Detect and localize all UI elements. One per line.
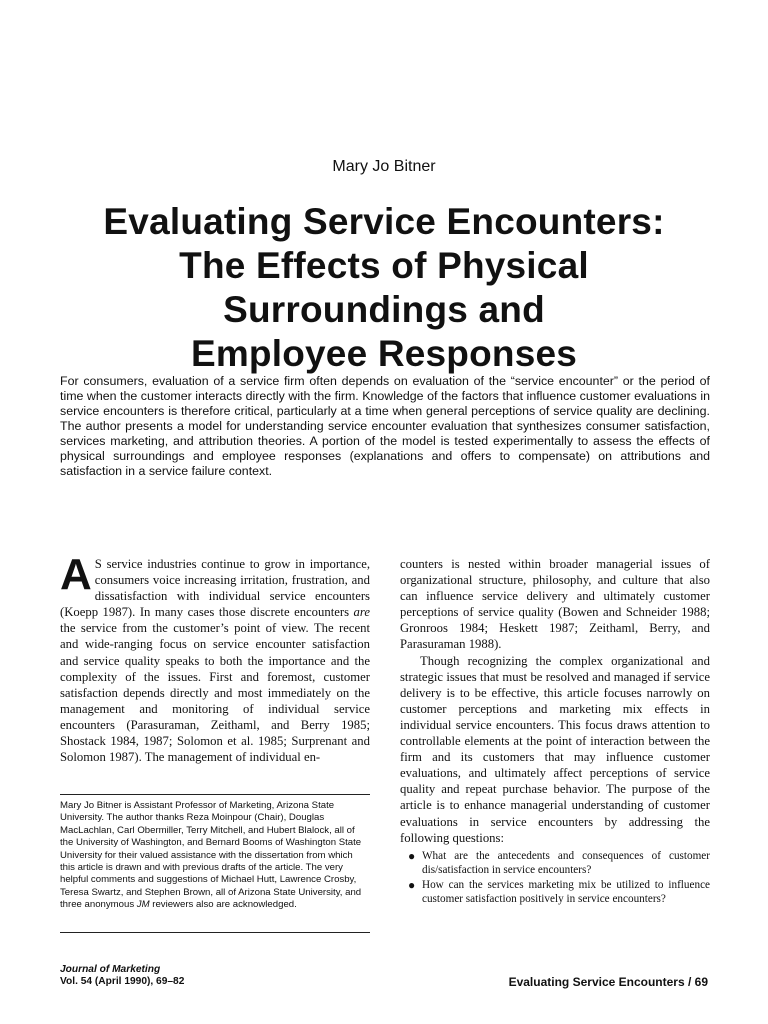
body-paragraph xyxy=(60,550,370,765)
footnote-text: reviewers also are acknowledged. xyxy=(149,899,297,911)
question-list xyxy=(400,849,710,906)
journal-volume: Vol. 54 (April 1990), 69–82 xyxy=(60,976,185,987)
journal-citation xyxy=(60,964,184,988)
author-footnote xyxy=(60,800,370,912)
emphasis-text: are xyxy=(353,605,370,620)
footnote-divider xyxy=(60,794,370,795)
journal-name: Journal of Marketing xyxy=(60,964,161,975)
body-paragraph: Though recognizing the complex organizational and strategic issues that must be resolved and managed if service delivery is to be effective, this article focuses narrowly on customer perceptions and marketing mix effects in individual service encounters. This focus draws attention to controllable elements at the point of interaction between the firm and its customers that may influence customer evaluations, and ultimately affect perceptions of service quality and repeat purchase behavior. The purpose of the article is to enhance managerial understanding of customer evaluations in service encounters by addressing the following questions: xyxy=(400,653,710,845)
paragraph-text: the service from the customer’s point of view. The recent and wide-ranging focus on service encounter satisfaction and service quality speaks to both the importance and the complexity of the issues. First and foremost, customer satisfaction depends directly and most immediately on the management and monitoring of individual service encounters (Parasuraman, Zeithaml, and Berry 1985; Shostack 1984, 1987; Solomon et al. 1985; Surprenant and Solomon 1987). The management of individual en- xyxy=(60,621,370,765)
drop-cap: A xyxy=(60,550,92,599)
article-title xyxy=(40,200,728,376)
footnote-bottom-divider xyxy=(60,932,370,933)
title-line: Evaluating Service Encounters: xyxy=(103,201,665,242)
footnote-emphasis: JM xyxy=(136,899,150,911)
body-column-right xyxy=(400,556,710,907)
title-line: Surroundings and xyxy=(223,289,545,330)
author-name: Mary Jo Bitner xyxy=(332,158,436,175)
paragraph-text: S service industries continue to grow in importance, consumers voice increasing irritation, frustration, and dissatisfaction with individual service encounters (Koepp 1987). In many cases those discrete encounters xyxy=(60,557,370,620)
body-column-left xyxy=(60,550,370,765)
bullet-icon: ● xyxy=(408,848,416,863)
running-footer: Evaluating Service Encounters / 69 xyxy=(508,975,708,989)
list-item-text: What are the antecedents and consequences of customer dis/satisfaction in service encounters? xyxy=(422,849,710,876)
list-item xyxy=(408,848,710,877)
body-paragraph: counters is nested within broader managerial issues of organizational structure, philosophy, and culture that also can influence service delivery and ultimately customer perceptions of service quality (Bowen and Schneider 1988; Gronroos 1984; Heskett 1987; Zeithaml, Berry, and Parasuraman 1988). xyxy=(400,557,710,652)
bullet-icon: ● xyxy=(408,877,416,892)
footnote-text: Mary Jo Bitner is Assistant Professor of Marketing, Arizona State University. The author thanks Reza Moinpour (Chair), Douglas MacLachlan, Carl Obermiller, Terry Mitchell, and Hubert Blalock, all of the University of Washington, and Bernard Booms of Washington State University for their valued assistance with the dissertation from which this article is drawn and with previous drafts of the article. The very helpful comments and suggestions of Michael Hutt, Lawrence Crosby, Teresa Swartz, and Stephen Brown, all of Arizona State University, and three anonymous xyxy=(60,800,362,911)
title-line: Employee Responses xyxy=(190,333,578,374)
title-line: The Effects of Physical xyxy=(179,245,589,286)
abstract: For consumers, evaluation of a service firm often depends on evaluation of the “service encounter” or the period of time when the customer interacts directly with the firm. Knowledge of the factors that influence customer evaluations in service encounters is therefore critical, particularly at a time when general perceptions of service quality are declining. The author presents a model for understanding service encounter evaluation that synthesizes consumer satisfaction, services marketing, and attribution theories. A portion of the model is tested experimentally to assess the effects of physical surroundings and employee responses (explanations and offers to compensate) on attributions and satisfaction in a service failure context. xyxy=(60,374,710,478)
list-item-text: How can the services marketing mix be utilized to influence customer satisfaction positively in service encounters? xyxy=(422,878,710,905)
list-item xyxy=(408,877,710,906)
